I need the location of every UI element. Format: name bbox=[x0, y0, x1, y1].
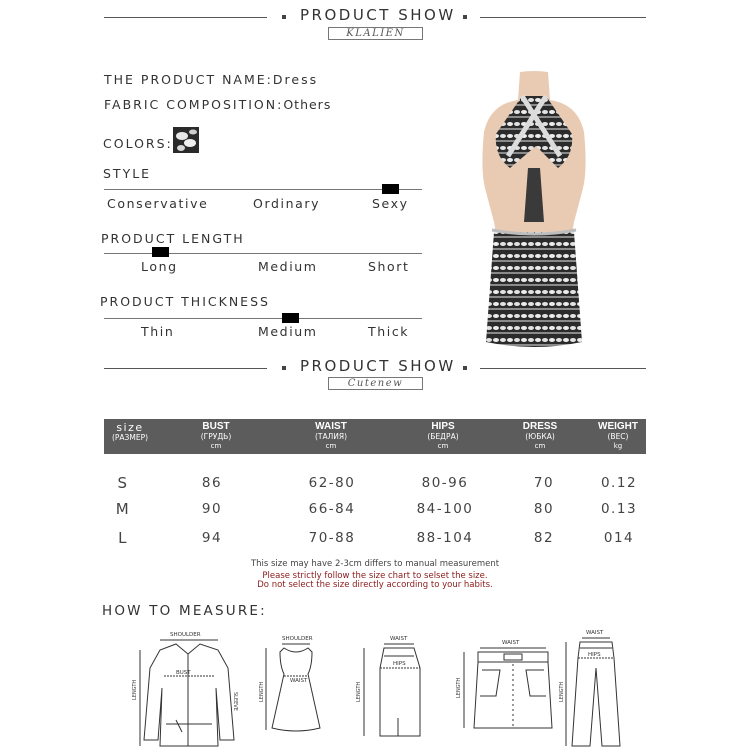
header2-dot-right bbox=[463, 366, 467, 370]
length-option-medium: Medium bbox=[258, 259, 318, 274]
denim-waist-label: WAIST bbox=[502, 640, 520, 646]
row-s-weight: 0.12 bbox=[600, 475, 638, 491]
row-s-bust: 86 bbox=[201, 475, 223, 491]
style-scale-line bbox=[104, 189, 422, 190]
product-photo bbox=[478, 72, 590, 350]
denim-skirt-measure-icon bbox=[456, 636, 556, 736]
dress-waist-label: WAIST bbox=[290, 678, 308, 684]
page-title: PRODUCT SHOW bbox=[300, 6, 456, 24]
row-m-hips: 84-100 bbox=[416, 501, 474, 517]
thickness-scale-line bbox=[104, 318, 422, 319]
size-table-header bbox=[104, 419, 646, 454]
length-option-long: Long bbox=[141, 259, 178, 274]
style-option-ordinary: Ordinary bbox=[253, 196, 321, 211]
how-to-measure-title: HOW TO MEASURE: bbox=[102, 603, 267, 619]
product-name-value: Dress bbox=[272, 72, 319, 87]
header-dot-left bbox=[282, 15, 286, 19]
style-title: STYLE bbox=[103, 166, 152, 181]
header2-rule-left bbox=[104, 368, 267, 369]
col-bust: BUST (ГРУДЬ) cm bbox=[200, 421, 232, 450]
length-option-short: Short bbox=[368, 259, 410, 274]
brand-label-2: Cutenew bbox=[328, 377, 423, 390]
row-m-weight: 0.13 bbox=[600, 501, 638, 517]
size-warning-1: Please strictly follow the size chart to selset the size. bbox=[262, 571, 488, 581]
style-option-conservative: Conservative bbox=[107, 196, 209, 211]
row-l-size: L bbox=[118, 529, 128, 547]
row-m-dress: 80 bbox=[533, 501, 555, 517]
header-rule-left bbox=[104, 17, 267, 18]
row-m-bust: 90 bbox=[201, 501, 223, 517]
row-l-bust: 94 bbox=[201, 530, 223, 546]
header2-dot-left bbox=[282, 366, 286, 370]
pants-length-label: LENGTH bbox=[559, 681, 565, 702]
col-size: size (РАЗМЕР) bbox=[111, 421, 149, 442]
length-label: LENGTH bbox=[132, 679, 138, 700]
fabric-label: FABRIC COMPOSITION: bbox=[104, 97, 284, 112]
length-marker bbox=[152, 247, 169, 257]
row-s-dress: 70 bbox=[533, 475, 555, 491]
skirt-measure-icon bbox=[350, 632, 430, 742]
shoulder-label: SHOULDER bbox=[170, 632, 201, 638]
style-option-sexy: Sexy bbox=[372, 196, 409, 211]
style-marker bbox=[382, 184, 399, 194]
skirt-waist-label: WAIST bbox=[390, 636, 408, 642]
fabric-row bbox=[104, 97, 331, 112]
header-dot-right bbox=[463, 15, 467, 19]
row-l-weight: 014 bbox=[603, 530, 635, 546]
thickness-option-medium: Medium bbox=[258, 324, 318, 339]
skirt-length-label: LENGTH bbox=[356, 681, 362, 702]
product-name-row bbox=[104, 72, 318, 87]
col-dress: DRESS (ЮБКА) cm bbox=[522, 421, 558, 450]
size-section-title: PRODUCT SHOW bbox=[300, 357, 456, 375]
thickness-marker bbox=[282, 313, 299, 323]
row-s-size: S bbox=[117, 474, 129, 492]
pants-waist-label: WAIST bbox=[586, 630, 604, 636]
row-s-hips: 80-96 bbox=[421, 475, 469, 491]
denim-length-label: LENGTH bbox=[456, 677, 462, 698]
colors-label: COLORS: bbox=[103, 136, 173, 151]
skirt-hips-label: HIPS bbox=[393, 661, 406, 667]
col-hips: HIPS (БЕДРА) cm bbox=[427, 421, 459, 450]
thickness-title: PRODUCT THICKNESS bbox=[100, 294, 270, 309]
col-waist: WAIST (ТАЛИЯ) cm bbox=[314, 421, 348, 450]
row-l-dress: 82 bbox=[533, 530, 555, 546]
row-m-waist: 66-84 bbox=[308, 501, 356, 517]
dress-measure-icon bbox=[260, 632, 330, 740]
col-weight: WEIGHT (ВЕС) kg bbox=[598, 421, 638, 450]
product-name-label: THE PRODUCT NAME: bbox=[104, 72, 273, 87]
sleeve-label: SLEEVE bbox=[232, 692, 238, 711]
dress-shoulder-label: SHOULDER bbox=[282, 636, 313, 642]
size-note: This size may have 2-3cm differs to manual measurement bbox=[250, 559, 500, 569]
dress-length-label: LENGTH bbox=[259, 681, 265, 702]
brand-label: KLALIEN bbox=[328, 27, 423, 40]
row-s-waist: 62-80 bbox=[308, 475, 356, 491]
size-warning-2: Do not select the size directly according to your habits. bbox=[257, 580, 493, 590]
thickness-option-thick: Thick bbox=[368, 324, 410, 339]
fabric-value: Others bbox=[283, 97, 332, 112]
header-rule-right bbox=[480, 17, 646, 18]
thickness-option-thin: Thin bbox=[141, 324, 175, 339]
length-title: PRODUCT LENGTH bbox=[101, 231, 245, 246]
row-m-size: M bbox=[115, 500, 131, 518]
bust-label: BUST bbox=[176, 670, 191, 676]
pants-measure-icon bbox=[560, 628, 630, 750]
color-swatch[interactable] bbox=[173, 127, 199, 153]
header2-rule-right bbox=[480, 368, 646, 369]
shirt-measure-icon bbox=[130, 628, 250, 750]
row-l-waist: 70-88 bbox=[308, 530, 356, 546]
row-l-hips: 88-104 bbox=[416, 530, 474, 546]
pants-hips-label: HIPS bbox=[588, 652, 601, 658]
